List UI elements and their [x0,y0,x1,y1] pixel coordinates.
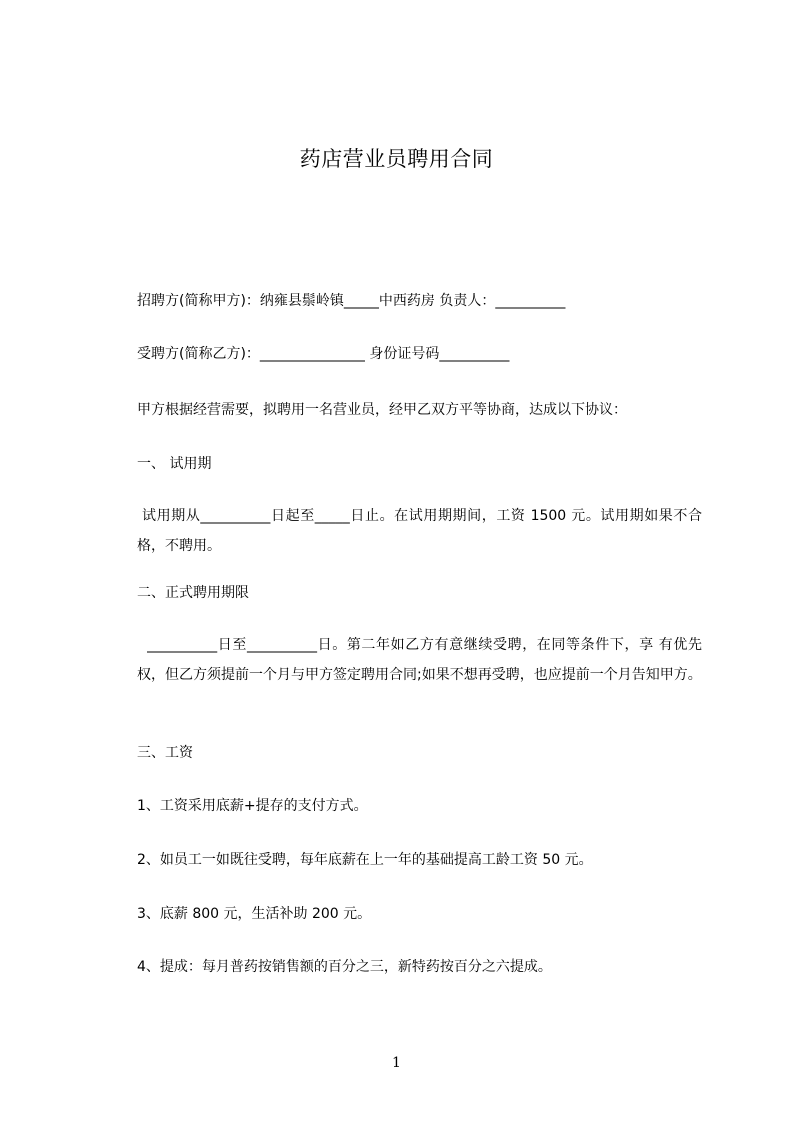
wage-item: 1、工资采用底薪+提存的支付方式。 [137,798,368,814]
page-number: 1 [392,1055,401,1071]
section-heading-probation: 一、 试用期 [137,456,212,472]
employee-line: 受聘方(简称乙方)：_______________ 身份证号码__________ [137,346,510,362]
employer-line: 招聘方(简称甲方)：纳雍县鬃岭镇_____中西药房 负责人：__________ [137,293,566,309]
wage-item: 3、底薪 800 元，生活补助 200 元。 [137,906,372,922]
section-heading-wages: 三、工资 [137,745,193,761]
intro-paragraph: 甲方根据经营需要，拟聘用一名营业员，经甲乙双方平等协商，达成以下协议： [137,402,627,418]
wage-item: 4、提成：每月普药按销售额的百分之三，新特药按百分之六提成。 [137,959,552,975]
term-paragraph: __________日至__________日。第二年如乙方有意继续受聘，在同等条件下，享 有优先权，但乙方须提前一个月与甲方签定聘用合同;如果不想再受聘，也应提前一个月告知甲方。 [137,637,703,683]
wage-item: 2、如员工一如既往受聘，每年底薪在上一年的基础提高工龄工资 50 元。 [137,852,593,868]
document-title: 药店营业员聘用合同 [299,147,494,171]
section-heading-term: 二、正式聘用期限 [137,585,249,601]
probation-paragraph: 试用期从__________日起至_____日止。在试用期期间，工资 1500 元。试用期如果不合格，不聘用。 [137,508,702,554]
